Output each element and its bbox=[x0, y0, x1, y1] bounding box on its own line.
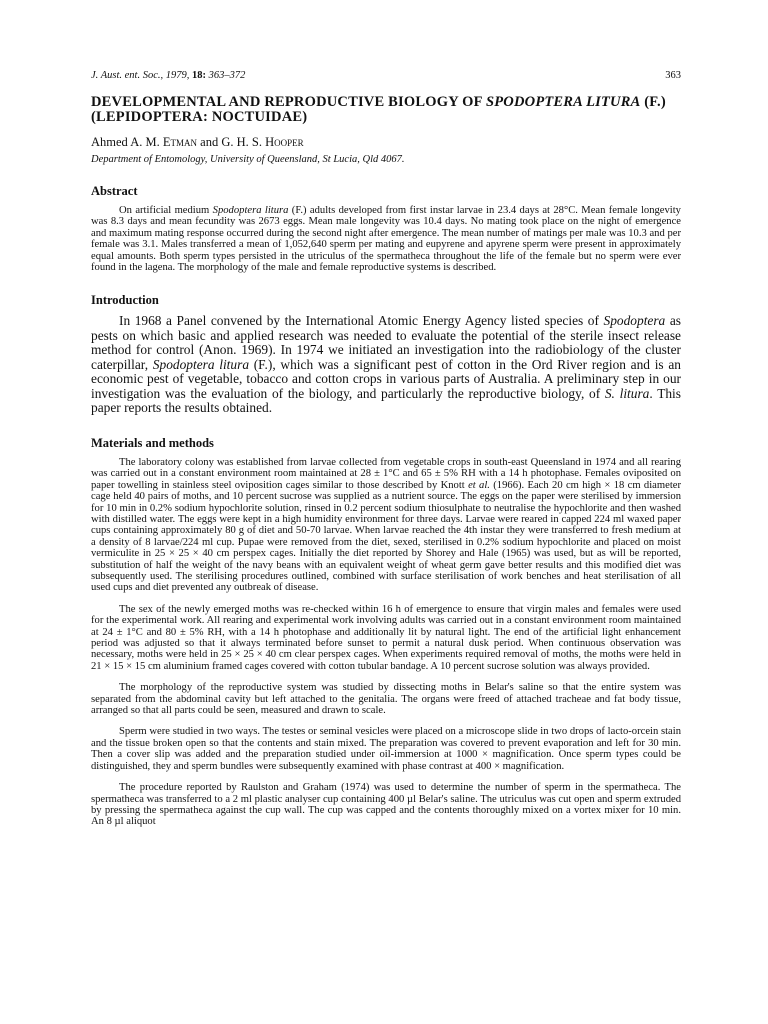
affiliation: Department of Entomology, University of Queensland, St Lucia, Qld 4067. bbox=[91, 154, 405, 165]
methods-paragraph-1: The laboratory colony was established from larvae collected from vegetable crops in south-east Queensland in 1974 and all rearing was carried out in a constant environment room maintained at 28 ± 1°C and 65 ± 5% RH with a 14 h photophase. Females oviposited on paper towelling in stainless steel oviposition cages similar to those described by Knott et al. (1966). Each 20 cm high × 18 cm diameter cage held 40 pairs of moths, and 10 percent sucrose was supplied as a nutrient source. The eggs on the paper were sterilised by immersion for 10 min in 0.2% sodium hypochlorite solution, rinsed in 0.2 percent sodium thiosulphate to neutralise the hypochlorite and then washed with distilled water. The eggs were kept in a high humidity environment for three days. Larvae were reared in capped 224 ml waxed paper cups containing approximately 80 g of diet and 50-70 larvae. When larvae reached the 4th instar they were transferred to fresh medium at a density of 8 larvae/224 ml cup. Pupae were removed from the diet, sexed, sterilised in 0.2% sodium hypochlorite and placed on moist vermiculite in 25 × 25 × 40 cm perspex cages. Initially the diet reported by Shorey and Hale (1965) was used, but as will be reported, substitution of half the weight of the navy beans with an equivalent weight of wheat germ gave better results and this modified diet was subsequently used. The sterilising procedures outlined, combined with surface sterilisation of work benches and heat sterilisation of all used cups and diet prevented any outbreak of disease. bbox=[91, 456, 681, 594]
introduction-text: In 1968 a Panel convened by the International Atomic Energy Agency listed species of Spodoptera as pests on which basic and applied research was needed to evaluate the potential of the sterile insect release method for control (Anon. 1969). In 1974 we initiated an investigation into the radiobiology of the cluster caterpillar, Spodoptera litura (F.), which was a significant pest of cotton in the Ord River region and is an economic pest of vegetable, tobacco and cotton crops in various parts of Australia. A preliminary step in our investigation was the evaluation of the biology, and particularly the reproductive biology, of S. litura. This paper reports the results obtained. bbox=[91, 313, 681, 416]
methods-paragraph-2: The sex of the newly emerged moths was re-checked within 16 h of emergence to ensure that virgin males and females were used for the experimental work. All rearing and experimental work involving adults was carried out in a constant environment room maintained at 24 ± 1°C and 80 ± 5% RH, with a 14 h photophase and additionally lit by natural light. The end of the artificial light enhancement period was adjusted so that it always terminated before sunset to permit a natural dusk period. When continuous observation was necessary, moths were held in 25 × 25 × 40 cm clear perspex cages. When experiments required removal of moths, the moths were held in 21 × 15 × 15 cm aluminium framed cages covered with cotton tubular bandage. A 10 percent sucrose solution was always provided. bbox=[91, 603, 681, 672]
journal-citation: J. Aust. ent. Soc., 1979, 18: 363–372 bbox=[91, 70, 246, 81]
page-number: 363 bbox=[665, 70, 681, 81]
abstract-heading: Abstract bbox=[91, 184, 138, 198]
methods-paragraph-4: Sperm were studied in two ways. The testes or seminal vesicles were placed on a microscope slide in two drops of lacto-orcein stain and the tissue broken open so that the contents and stain mixed. The preparation was covered to prevent evaporation and left for 30 min. Then a cover slip was added and the preparation studied under oil-immersion at 1000 × magnification. Once sperm types could be distinguished, they and sperm bundles were subsequently examined with phase contrast at 400 × magnification. bbox=[91, 726, 681, 772]
running-header bbox=[91, 70, 681, 81]
species-name: SPODOPTERA LITURA bbox=[485, 94, 641, 110]
methods-paragraph-3: The morphology of the reproductive system was studied by dissecting moths in Belar's saline so that the entire system was separated from the abdominal cavity but left attached to the genitalia. The organs were freed of attached tracheae and fat body tissue, arranged so that all parts could be seen, measured and drawn to scale. bbox=[91, 682, 681, 717]
paper-page bbox=[91, 70, 681, 828]
authors: Ahmed A. M. Etman and G. H. S. Hooper bbox=[91, 135, 304, 149]
volume: 18: bbox=[192, 70, 207, 81]
abstract-text: On artificial medium Spodoptera litura (F.) adults developed from first instar larvae in 23.4 days at 28°C. Mean female longevity was 8.3 days and mean fecundity was 2673 eggs. Mean male longevity was 10.4 days. No mating took place on the night of emergence and maximum mating response occurred during the second night after emergence. The mean number of matings per male was 10.3 and per female was 3.1. Males transferred a mean of 1,052,640 sperm per mating and eupyrene and apyrene sperm were present in approximately equal amounts. Both sperm types persisted in the utriculus of the spermatheca throughout the life of the female but no sperm were ever found in the lagena. The morphology of the male and female reproductive systems is described. bbox=[91, 205, 681, 274]
paper-title: DEVELOPMENTAL AND REPRODUCTIVE BIOLOGY OF SPODOPTERA LITURA (F.) (LEPIDOPTERA: NOCTUIDAE) bbox=[91, 94, 666, 125]
methods-heading: Materials and methods bbox=[91, 435, 214, 450]
methods-paragraph-5: The procedure reported by Raulston and Graham (1974) was used to determine the number of sperm in the spermatheca. The spermatheca was transferred to a 2 ml plastic analyser cup containing 400 µl Belar's saline. The utriculus was cut open and sperm extruded by pressing the spermatheca against the cup wall. The cup was capped and the contents thoroughly mixed on a vortex mixer for 10 min. An 8 µl aliquot bbox=[91, 782, 681, 828]
introduction-heading: Introduction bbox=[91, 293, 159, 308]
